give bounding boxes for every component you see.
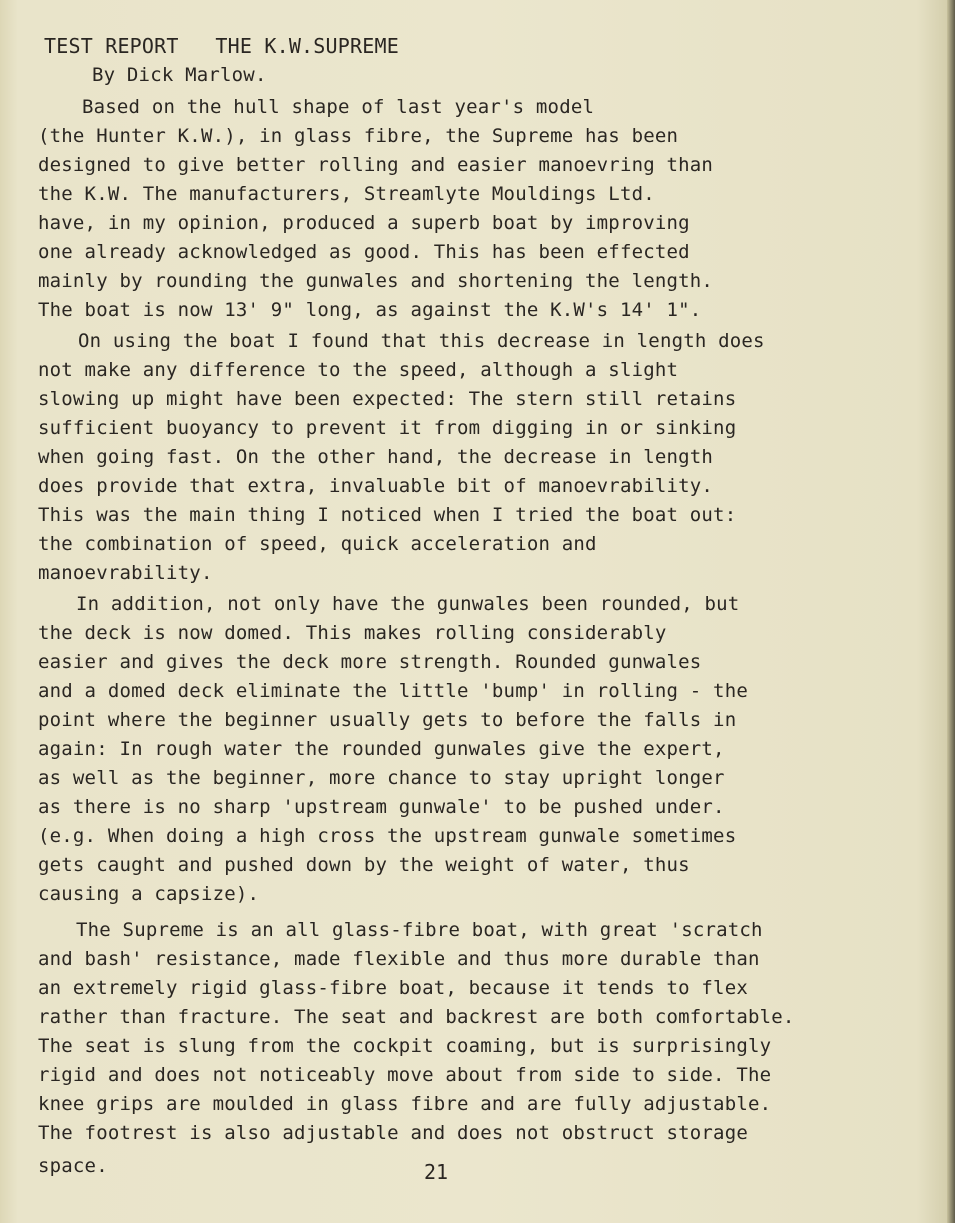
text-line: one already acknowledged as good. This has been effected [38,241,690,263]
text-line: The seat is slung from the cockpit coaming, but is surprisingly [38,1035,772,1057]
text-line: This was the main thing I noticed when I tried the boat out: [38,504,737,526]
text-line: designed to give better rolling and easier manoevring than [38,154,714,176]
text-line: (the Hunter K.W.), in glass fibre, the Supreme has been [38,125,679,147]
text-line: when going fast. On the other hand, the decrease in length [38,446,714,468]
page-number: 21 [424,1160,449,1184]
text-line: sufficient buoyancy to prevent it from digging in or sinking [38,417,737,439]
text-line: have, in my opinion, produced a superb boat by improving [38,212,690,234]
text-line: again: In rough water the rounded gunwales give the expert, [38,738,725,760]
text-line: and bash' resistance, made flexible and thus more durable than [38,948,760,970]
text-line: knee grips are moulded in glass fibre and are fully adjustable. [38,1093,772,1115]
text-line: mainly by rounding the gunwales and shortening the length. [38,270,714,292]
text-line: the K.W. The manufacturers, Streamlyte Mouldings Ltd. [38,183,655,205]
text-line: (e.g. When doing a high cross the upstream gunwale sometimes [38,825,737,847]
text-line: the combination of speed, quick acceleration and [38,533,597,555]
text-line: point where the beginner usually gets to before the falls in [38,709,737,731]
text-line: slowing up might have been expected: The stern still retains [38,388,737,410]
text-line: Based on the hull shape of last year's model [82,96,595,118]
text-line: does provide that extra, invaluable bit of manoevrability. [38,475,714,497]
page-edge-shadow [947,0,955,1223]
text-line: easier and gives the deck more strength. Rounded gunwales [38,651,702,673]
text-line: rather than fracture. The seat and backrest are both comfortable. [38,1006,795,1028]
text-line: space. [38,1155,108,1177]
text-line: rigid and does not noticeably move about from side to side. The [38,1064,772,1086]
text-line: manoevrability. [38,562,213,584]
text-line: and a domed deck eliminate the little 'bump' in rolling - the [38,680,748,702]
text-line: an extremely rigid glass-fibre boat, because it tends to flex [38,977,748,999]
page-title: TEST REPORT THE K.W.SUPREME [44,34,399,58]
text-line: as well as the beginner, more chance to stay upright longer [38,767,725,789]
text-line: In addition, not only have the gunwales been rounded, but [76,593,740,615]
text-line: as there is no sharp 'upstream gunwale' to be pushed under. [38,796,725,818]
text-line: The boat is now 13' 9" long, as against the K.W's 14' 1". [38,299,702,321]
text-line: The footrest is also adjustable and does not obstruct storage [38,1122,748,1144]
text-line: the deck is now domed. This makes rolling considerably [38,622,667,644]
text-line: not make any difference to the speed, although a slight [38,359,679,381]
text-line: causing a capsize). [38,883,260,905]
text-line: On using the boat I found that this decrease in length does [78,330,765,352]
text-line: gets caught and pushed down by the weight of water, thus [38,854,690,876]
byline: By Dick Marlow. [92,64,267,86]
text-line: The Supreme is an all glass-fibre boat, with great 'scratch [76,919,763,941]
